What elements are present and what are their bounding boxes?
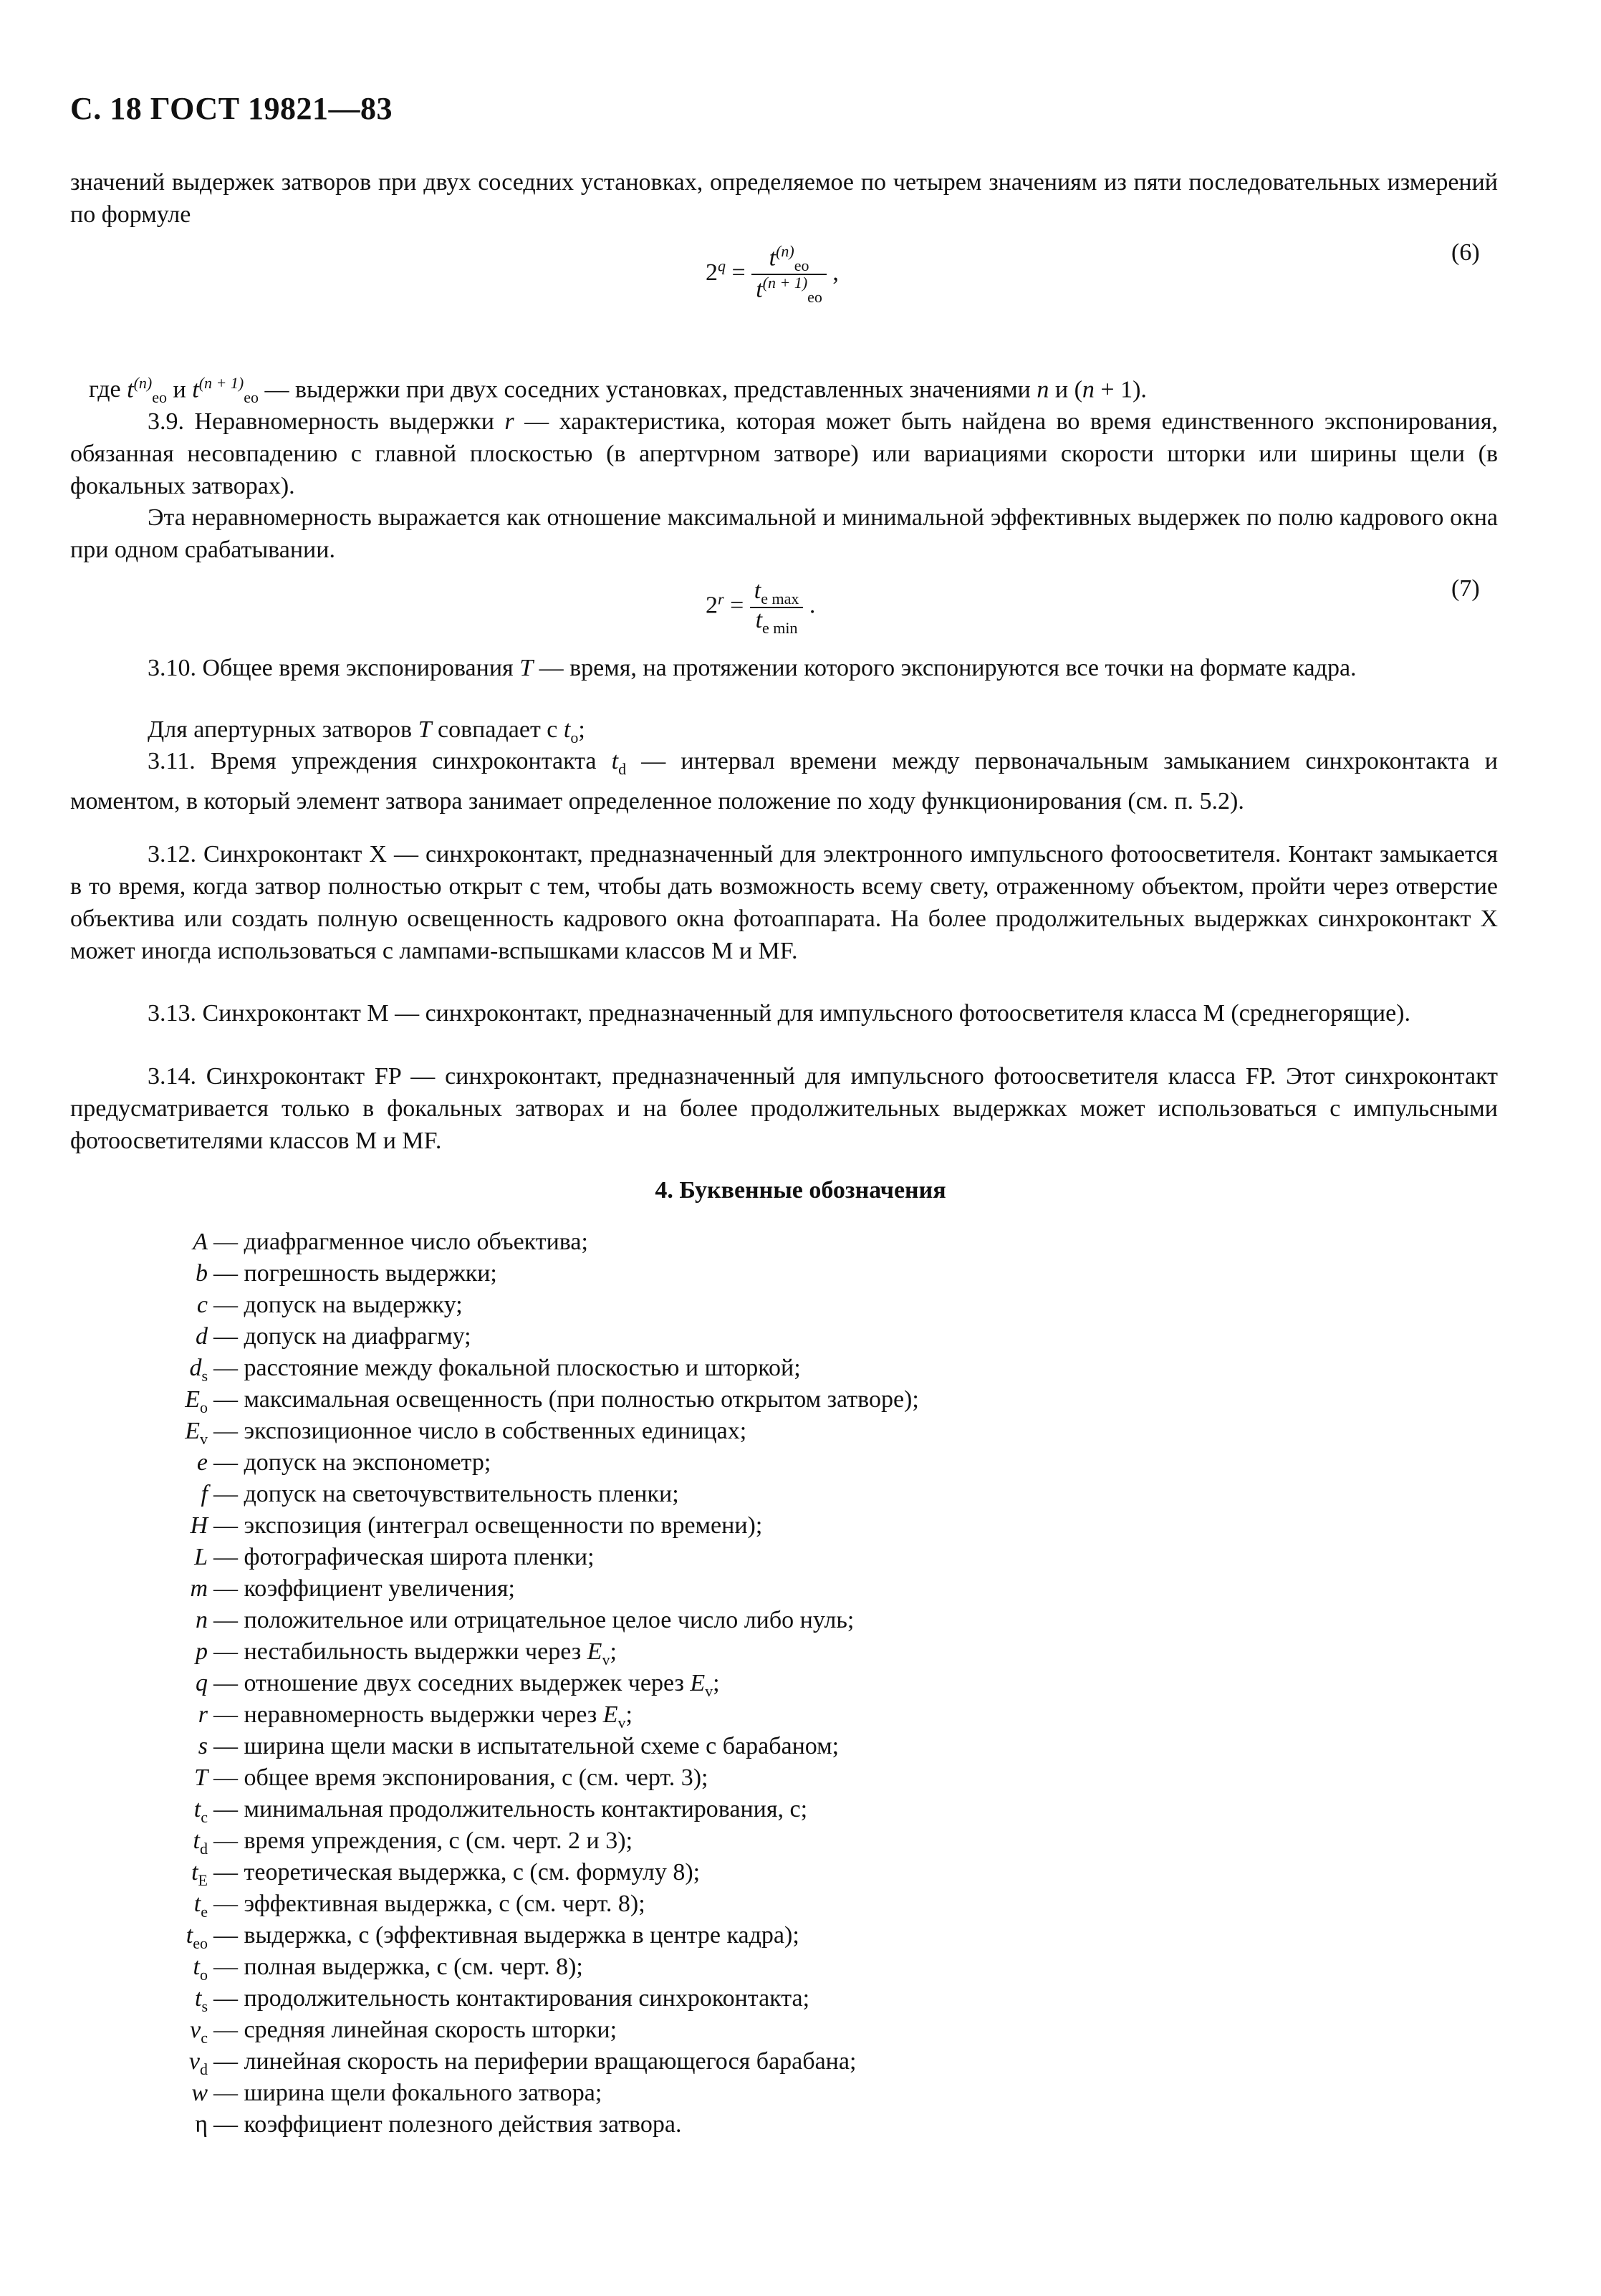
symbol-subscript: c [201, 2028, 208, 2047]
symbol-description: — максимальная освещенность (при полностью открытом затворе); [213, 1386, 919, 1413]
symbol-letter: s [198, 1733, 208, 1759]
symbol-row [193, 1951, 1569, 1984]
symbol-subscript: E [198, 1870, 208, 1889]
symbol-letter: t [191, 1859, 198, 1886]
paragraph-3-10: 3.10. Общее время экспонирования T — время, на протяжении которого экспонируются все точки на формате кадра. [148, 655, 1357, 681]
symbol-description: — экспозиционное число в собственных единицах; [213, 1418, 747, 1444]
symbol-row [196, 1605, 1569, 1636]
symbol-row [196, 1668, 1569, 1700]
symbol-description: — продолжительность контактирования синхроконтакта; [213, 1985, 810, 2012]
symbol-letter: f [201, 1481, 208, 1507]
symbol-subscript: d [200, 2060, 208, 2078]
page-header: С. 18 ГОСТ 19821—83 [70, 91, 393, 126]
symbol-description: — диафрагменное число объектива; [213, 1229, 588, 1255]
paragraph-3-10-continued: Для апертурных затворов T совпадает с $t_o$; [148, 716, 585, 746]
paragraph-3-9-continued: Эта неравномерность выражается как отношение максимальной и минимальной эффективных выдержек по полю кадрового окна при одном срабатывании. [70, 504, 1498, 563]
symbol-row [194, 1542, 1569, 1573]
symbol-row [190, 1510, 1569, 1542]
symbol-description: — расстояние между фокальной плоскостью и шторкой; [213, 1355, 801, 1381]
symbol-description: — линейная скорость на периферии вращающегося барабана; [213, 2048, 857, 2075]
symbol-letter: t [193, 1891, 201, 1917]
formula6-eq: = [731, 259, 746, 286]
paragraph-3-11: 3.11. Время упреждения синхроконтакта $t_d$ — интервал времени между первоначальным замыканием синхроконтакта и моментом, в который элемент затвора занимает определенное положение по ходу функционирования (см. п. 5.2). [70, 748, 1498, 815]
symbol-letter: t [193, 1954, 200, 1980]
symbol-description: — общее время экспонирования, с (см. черт. 3); [213, 1764, 708, 1791]
symbol-subscript: e [201, 1902, 208, 1921]
symbol-row [196, 1258, 1569, 1289]
symbol-letter: A [193, 1229, 208, 1255]
symbol-description: — допуск на экспонометр; [213, 1449, 491, 1476]
formula7-fraction: $\frac{t_{e max}}{t_{e min}}$ [750, 579, 804, 636]
symbol-letter: n [196, 1607, 208, 1633]
symbol-description: — погрешность выдержки; [213, 1260, 497, 1287]
symbol-row [190, 2014, 1569, 2047]
symbol-row [193, 1825, 1569, 1858]
symbol-letter: v [190, 2017, 201, 2043]
symbol-row [193, 1794, 1569, 1826]
symbol-row [195, 2109, 1569, 2141]
symbol-letter: b [196, 1260, 208, 1287]
symbol-description: — допуск на светочувствительность пленки; [213, 1481, 679, 1507]
symbol-description: — время упреждения, с (см. черт. 2 и 3); [213, 1827, 633, 1854]
symbol-subscript: s [201, 1997, 208, 2015]
symbol-row [198, 1731, 1569, 1762]
symbol-description: — выдержка, с (эффективная выдержка в центре кадра); [213, 1922, 799, 1949]
symbol-letter: T [194, 1764, 208, 1791]
symbol-description: — фотографическая широта пленки; [213, 1544, 595, 1570]
symbol-row [193, 1888, 1569, 1921]
symbol-row [201, 1479, 1569, 1510]
symbol-description: — минимальная продолжительность контактирования, с; [213, 1796, 808, 1822]
section-4-title: 4. Буквенные обозначения [655, 1177, 946, 1204]
symbol-description: — теоретическая выдержка, с (см. формулу 8); [213, 1859, 701, 1886]
symbol-letter: η [195, 2111, 208, 2138]
symbol-description: — допуск на диафрагму; [213, 1323, 471, 1350]
symbol-description: — полная выдержка, с (см. черт. 8); [213, 1954, 583, 1980]
paragraph-3-13: 3.13. Синхроконтакт M — синхроконтакт, предназначенный для импульсного фотоосветителя класса M (среднегорящие). [148, 1000, 1411, 1027]
symbol-row [188, 2046, 1569, 2078]
symbol-row [191, 2078, 1569, 2109]
symbol-row [191, 1857, 1569, 1889]
symbol-letter: q [196, 1670, 208, 1696]
symbol-row [189, 1353, 1569, 1385]
symbol-letter: t [193, 1796, 201, 1822]
symbol-description: — коэффициент увеличения; [213, 1575, 515, 1602]
symbol-letter: m [190, 1575, 208, 1602]
symbol-description: — неравномерность выдержки через $E_v$; [213, 1701, 633, 1731]
symbol-subscript: v [200, 1429, 208, 1448]
symbol-row [186, 1920, 1569, 1952]
symbol-letter: E [185, 1418, 200, 1444]
paragraph-where: где $t^{(n)}_{eo}$ и $t^{(n + 1)}_{eo}$ — выдержки при двух соседних установках, представленных значениями n и (n + 1). [89, 374, 1147, 407]
symbol-subscript: o [200, 1398, 208, 1416]
formula6-exp: q [718, 256, 726, 275]
paragraph-3-12: 3.12. Синхроконтакт X — синхроконтакт, предназначенный для электронного импульсного фотоосветителя. Контакт замыкается в то время, когда затвор полностью открыт с тем, чтобы дать возможность всему свету, отраженному объектом, пройти через отверстие объектива или создать полную освещенность кадрового окна фотоаппарата. На более продолжительных выдержках синхроконтакт X может иногда использоваться с лампами-вспышками классов M и MF. [70, 841, 1498, 964]
symbol-description: — экспозиция (интеграл освещенности по времени); [213, 1512, 763, 1539]
symbol-row [196, 1636, 1569, 1668]
equation-number-6: (6) [1451, 239, 1480, 266]
symbol-description: — коэффициент полезного действия затвора. [213, 2111, 682, 2138]
symbol-description: — ширина щели фокального затвора; [213, 2080, 602, 2106]
symbol-letter: v [188, 2048, 200, 2075]
symbol-row [198, 1699, 1569, 1731]
symbol-row [194, 1762, 1569, 1794]
symbol-subscript: c [201, 1807, 208, 1826]
formula-7: 2$^r$ = $\frac{t_{e max}}{t_{e min}}$ . [706, 577, 816, 637]
symbol-letter: d [196, 1323, 208, 1350]
symbol-letter: E [185, 1386, 200, 1413]
intro-text: значений выдержек затворов при двух соседних установках, определяемое по четырем значениям из пяти последовательных измерений по формуле [70, 169, 1498, 228]
symbol-description: — средняя линейная скорость шторки; [213, 2017, 617, 2043]
symbol-description: — нестабильность выдержки через $E_v$; [213, 1638, 617, 1668]
symbol-subscript: d [200, 1839, 208, 1858]
formula6-tail: , [832, 259, 839, 286]
formula6-fraction: $\frac{t^{(n)}_{eo}}{t^{(n + 1)}_{eo}}$ [751, 244, 827, 305]
symbol-row [196, 1447, 1569, 1479]
symbol-description: — отношение двух соседних выдержек через $E_v$; [213, 1670, 720, 1700]
symbol-row [196, 1289, 1569, 1321]
symbol-description: — положительное или отрицательное целое число либо нуль; [213, 1607, 855, 1633]
symbol-letter: p [196, 1638, 208, 1665]
symbol-subscript: o [200, 1965, 208, 1984]
symbol-letter: H [190, 1512, 208, 1539]
formula-6 [706, 244, 839, 305]
symbol-letter: r [198, 1701, 208, 1728]
symbol-letter: t [193, 1827, 200, 1854]
paragraph-3-9: 3.9. Неравномерность выдержки r — характеристика, которая может быть найдена во время единственного экспонирования, обязанная несовпадению с главной плоскостью (в апертvрном затворе) или вариациями скорости шторки или ширины щели (в фокальных затворах). [70, 408, 1499, 499]
symbol-description: — допуск на выдержку; [213, 1292, 463, 1318]
symbol-row [190, 1573, 1569, 1605]
symbol-letter: w [191, 2080, 208, 2106]
symbol-subscript: eo [193, 1934, 208, 1952]
symbol-subscript: s [201, 1366, 208, 1385]
symbol-letter: L [194, 1544, 208, 1570]
symbol-row [194, 1983, 1569, 2015]
symbol-row [196, 1321, 1569, 1353]
symbol-row [185, 1416, 1569, 1448]
symbol-description: — эффективная выдержка, с (см. черт. 8); [213, 1891, 645, 1917]
symbol-row [185, 1384, 1569, 1416]
formula6-lhs: 2 [706, 259, 718, 286]
paragraph-3-14: 3.14. Синхроконтакт FP — синхроконтакт, предназначенный для импульсного фотоосветителя класса FP. Этот синхроконтакт предусматривается только в фокальных затворах и на более продолжительных выдержках может использоваться с импульсными фотоосветителями классов M и MF. [70, 1063, 1498, 1154]
symbol-row [193, 1226, 1569, 1258]
symbol-description: — ширина щели маски в испытательной схеме с барабаном; [213, 1733, 840, 1759]
paragraph-intro [70, 166, 1498, 231]
equation-number-7: (7) [1451, 575, 1480, 602]
symbol-letter: d [189, 1355, 202, 1381]
symbol-letter: t [186, 1922, 193, 1949]
symbol-letter: t [194, 1985, 202, 2012]
symbol-letter: e [196, 1449, 208, 1476]
symbol-letter: c [196, 1292, 208, 1318]
